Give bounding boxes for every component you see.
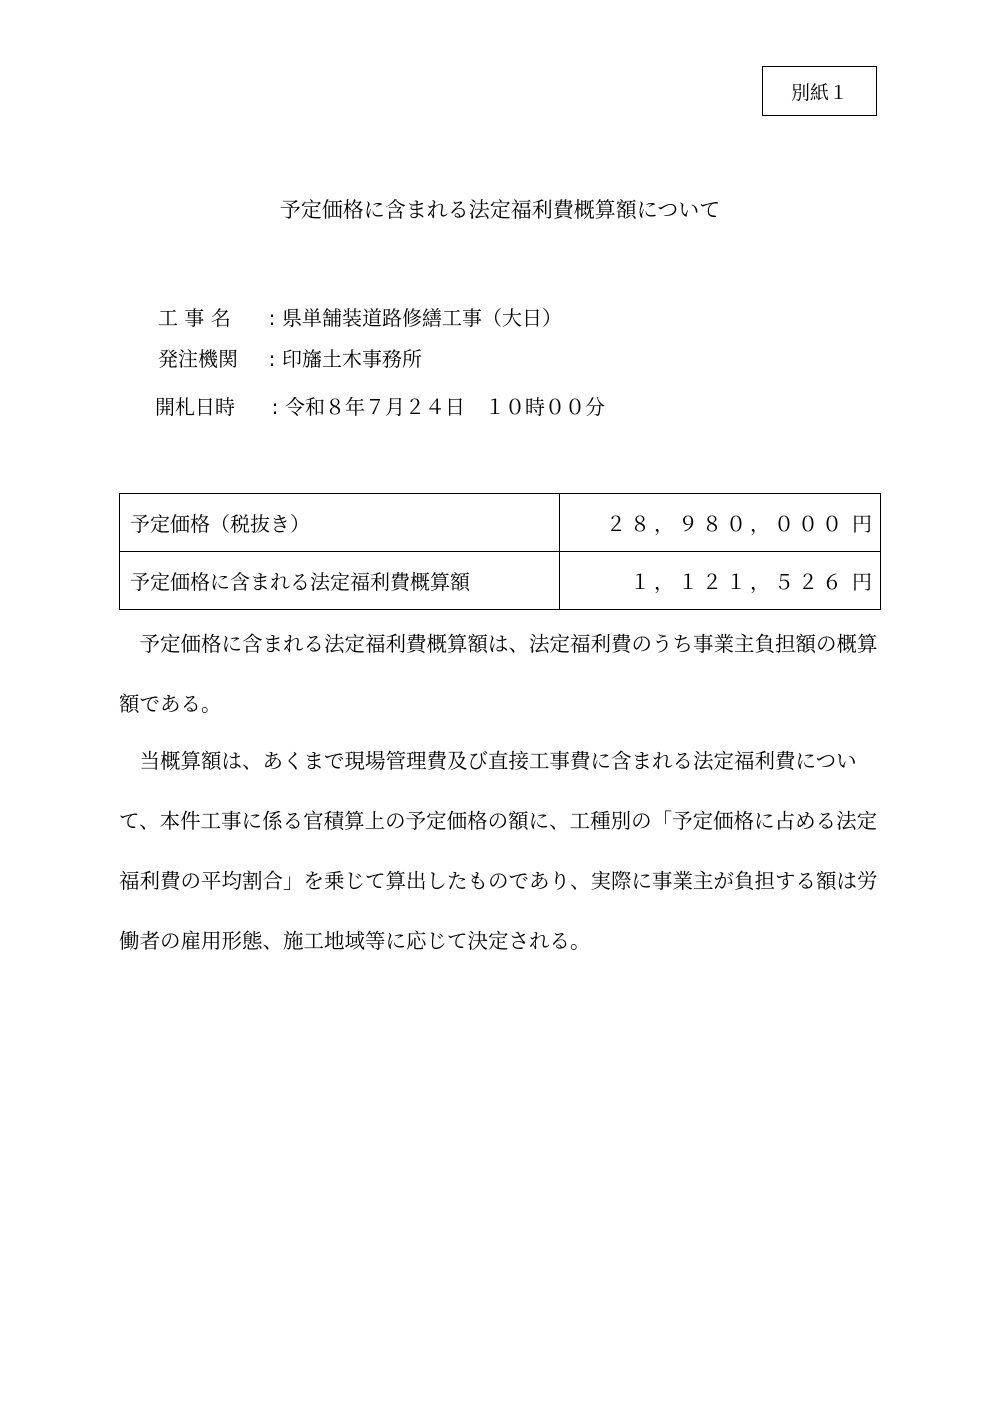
ordering-agency-value: 印旛土木事務所 — [282, 347, 422, 371]
ordering-agency-separator: : — [268, 347, 276, 371]
explanation-paragraph-2: 当概算額は、あくまで現場管理費及び直接工事費に含まれる法定福利費について、本件工事に係る官積算上の予定価格の額に、工種別の「予定価格に占める法定福利費の平均割合」を乗じて算出したものであり、実際に事業主が負担する額は労働者の雇用形態、施工地域等に応じて決定される。 — [119, 749, 878, 953]
attachment-label: 別紙１ — [762, 66, 877, 116]
construction-name-label: 工 事 名 — [158, 306, 231, 330]
table-row — [120, 552, 881, 610]
welfare-cost-label: 予定価格に含まれる法定福利費概算額 — [120, 552, 560, 610]
construction-name-value: 県単舗装道路修繕工事（大日） — [282, 306, 562, 330]
ordering-agency-row — [158, 343, 422, 372]
welfare-cost-amount-cell — [560, 552, 881, 610]
bid-datetime-separator: : — [271, 395, 279, 419]
bid-datetime-row — [155, 391, 605, 420]
price-table — [119, 493, 881, 610]
bid-datetime-value: 令和８年７月２４日 １０時００分 — [285, 395, 605, 419]
construction-name-row — [158, 302, 562, 331]
estimated-price-unit: 円 — [852, 512, 872, 536]
table-row — [120, 494, 881, 552]
bid-datetime-label: 開札日時 — [155, 395, 235, 419]
estimated-price-amount-cell — [560, 494, 881, 552]
estimated-price-label: 予定価格（税抜き） — [120, 494, 560, 552]
document-title: 予定価格に含まれる法定福利費概算額について — [279, 198, 721, 222]
explanation-paragraph-1: 予定価格に含まれる法定福利費概算額は、法定福利費のうち事業主負担額の概算額である。 — [119, 632, 878, 716]
ordering-agency-label: 発注機関 — [158, 347, 238, 371]
welfare-cost-unit: 円 — [852, 570, 872, 594]
welfare-cost-amount: １，１２１，５２６ — [630, 570, 846, 594]
estimated-price-amount: ２８，９８０，０００ — [606, 512, 846, 536]
construction-name-separator: : — [268, 306, 276, 330]
